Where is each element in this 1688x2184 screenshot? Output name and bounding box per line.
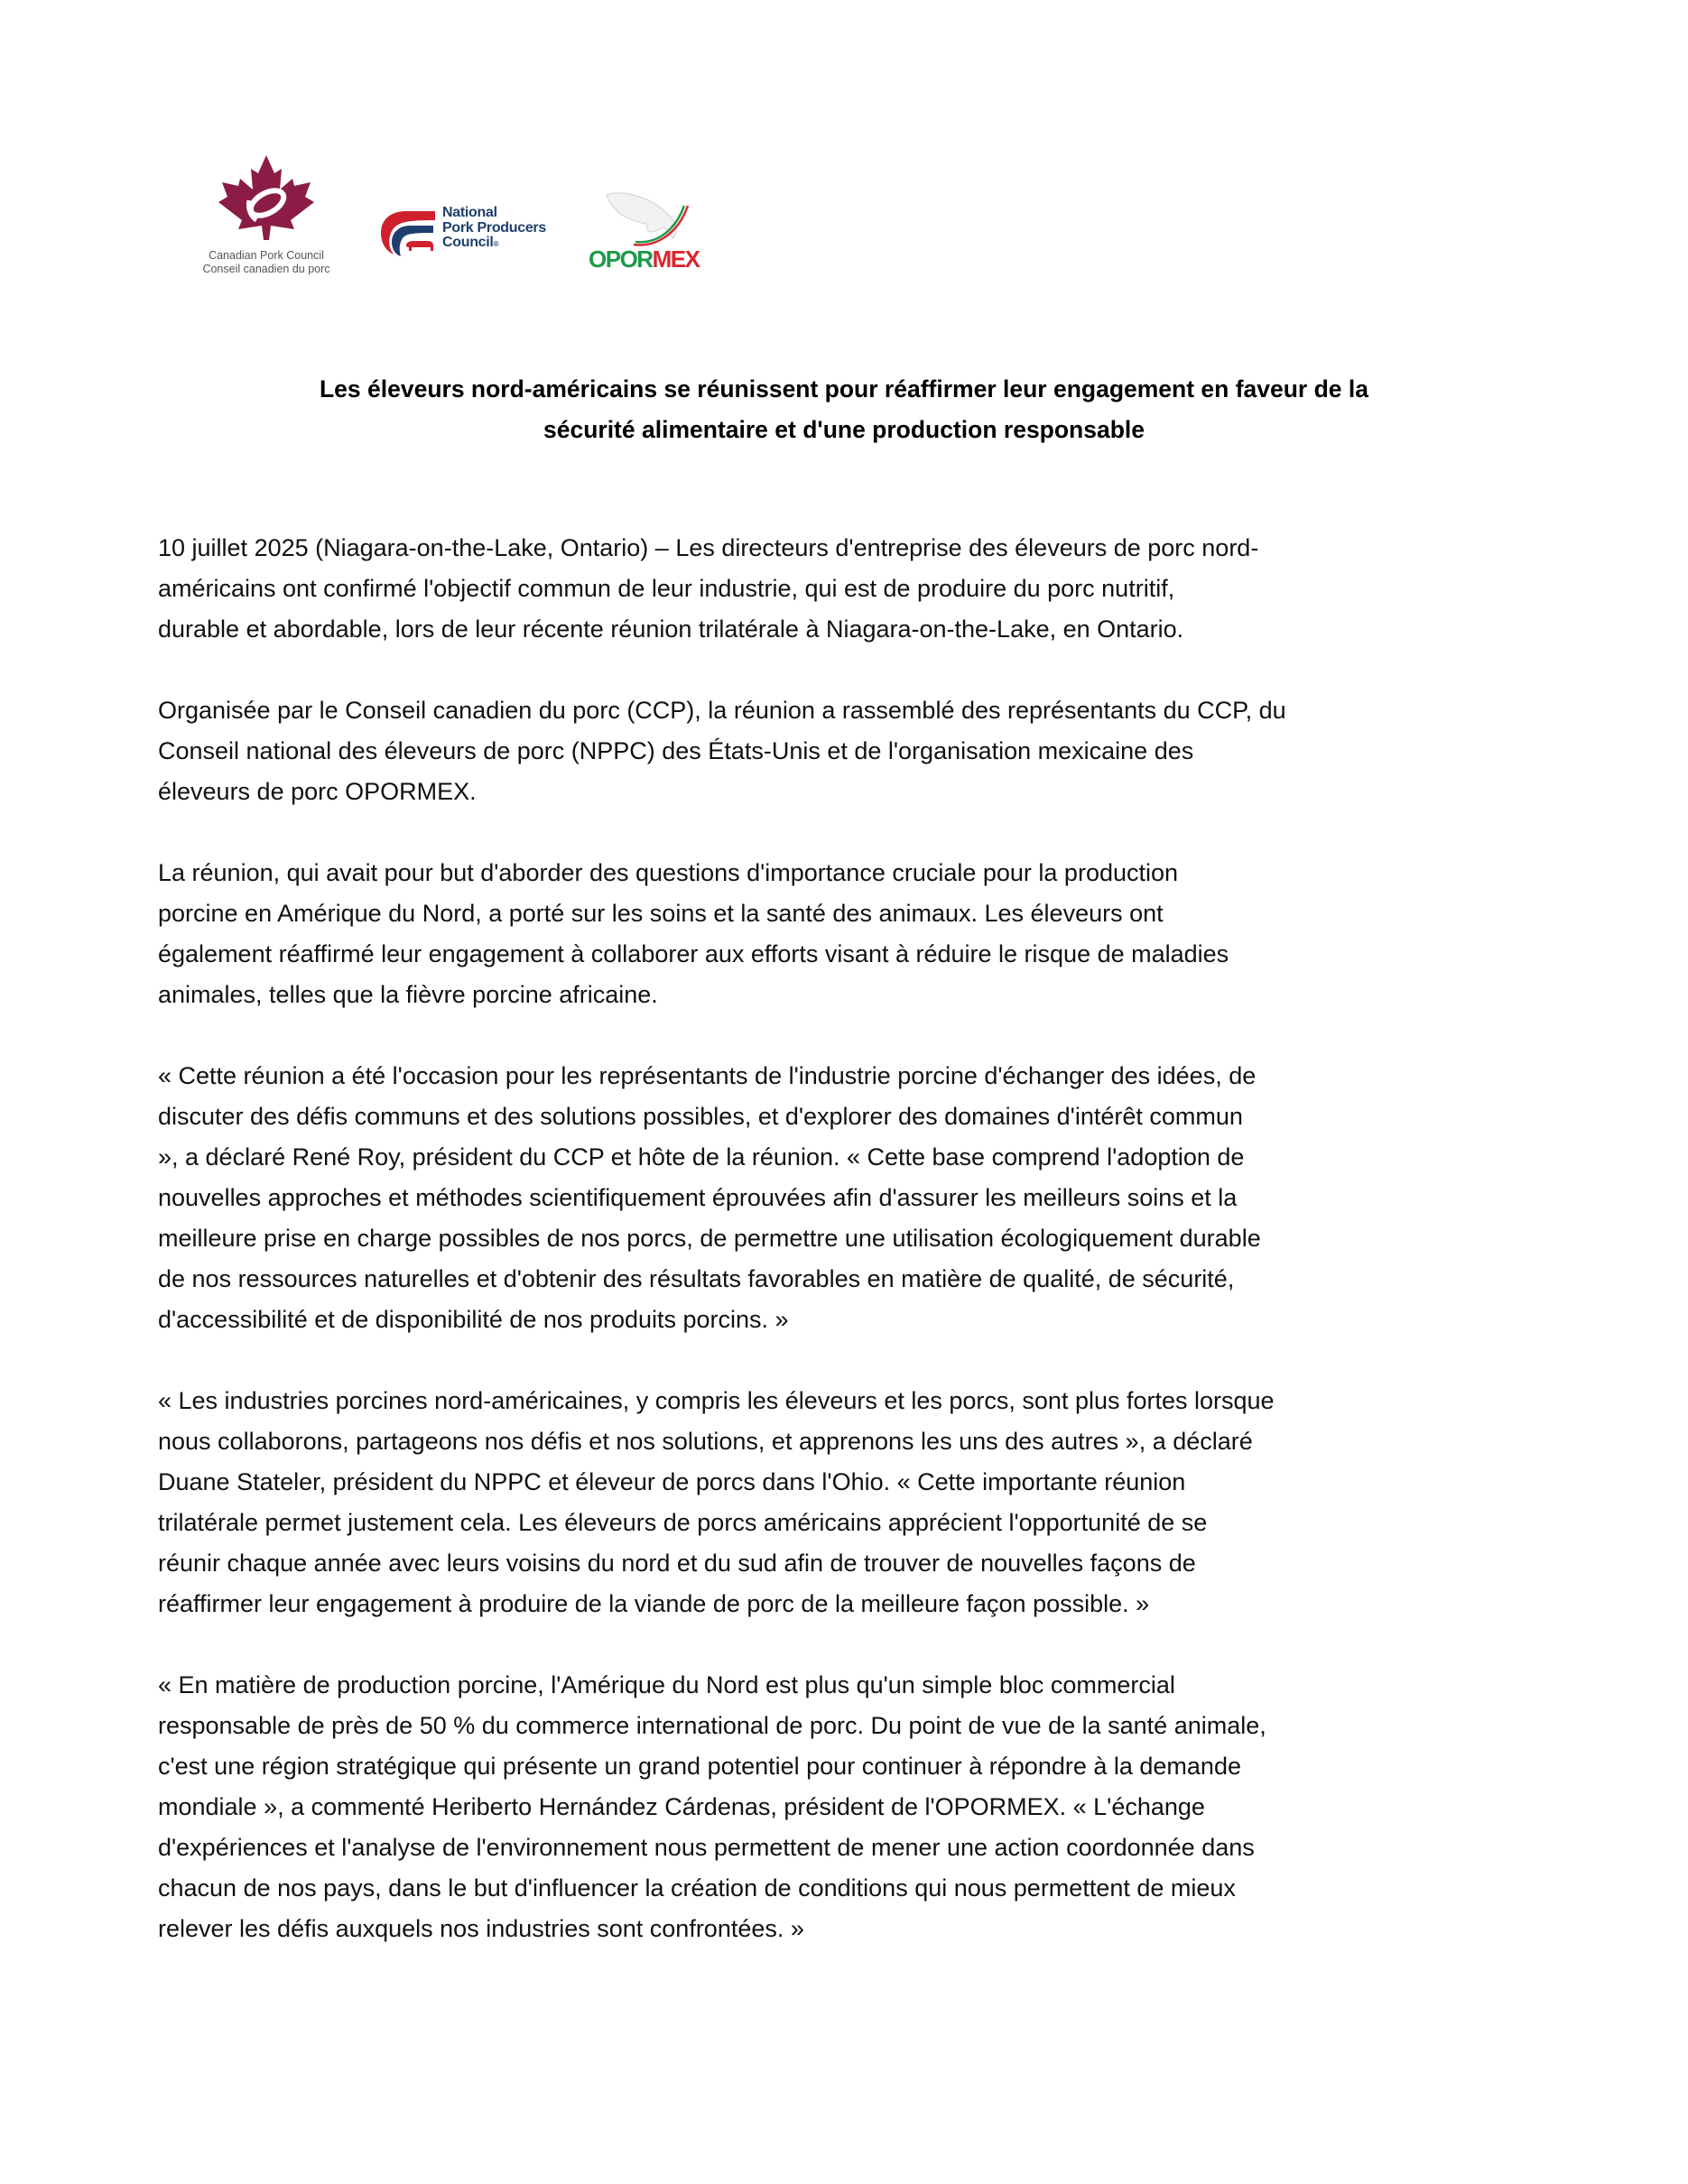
national-pork-producers-council-logo: [379, 204, 569, 260]
text-line: « Cette réunion a été l'occasion pour les représentants de l'industrie porcine d'échanger des idées, de: [158, 1062, 1257, 1089]
text-line: Conseil national des éleveurs de porc (NPPC) des États-Unis et de l'organisation mexicaine des: [158, 737, 1194, 764]
title-line: Les éleveurs nord-américains se réunissent pour réaffirmer leur engagement en faveur de la: [319, 375, 1368, 403]
text-line: « Les industries porcines nord-américaines, y compris les éleveurs et les porcs, sont plus fortes lorsque: [158, 1387, 1275, 1414]
nppc-line-national: National: [442, 205, 497, 220]
text-line: relever les défis auxquels nos industries sont confrontées. »: [158, 1915, 804, 1942]
text-line: c'est une région stratégique qui présente un grand potentiel pour continuer à répondre à la demande: [158, 1753, 1241, 1780]
text-line: également réaffirmé leur engagement à collaborer aux efforts visant à réduire le risque de maladies: [158, 940, 1229, 967]
opormex-word-green: OPOR: [589, 245, 653, 273]
title-line: sécurité alimentaire et d'une production responsable: [543, 416, 1145, 443]
paragraph-organizers: [158, 690, 1566, 812]
text-line: nouvelles approches et méthodes scientifiquement éprouvées afin d'assurer les meilleurs soins et la: [158, 1184, 1238, 1211]
text-line: de nos ressources naturelles et d'obtenir des résultats favorables en matière de qualité, de sécurité,: [158, 1265, 1235, 1292]
cpc-name-english: Canadian Pork Council: [209, 249, 324, 262]
text-line: trilatérale permet justement cela. Les éleveurs de porcs américains apprécient l'opportunité de se: [158, 1509, 1208, 1536]
text-line: 10 juillet 2025 (Niagara-on-the-Lake, Ontario) – Les directeurs d'entreprise des éleveurs de porc nord-: [158, 534, 1259, 561]
paragraph-quote-rene-roy: [158, 1056, 1566, 1340]
text-line: « En matière de production porcine, l'Amérique du Nord est plus qu'un simple bloc commercial: [158, 1671, 1175, 1698]
text-line: chacun de nos pays, dans le but d'influencer la création de conditions qui nous permettent de mieux: [158, 1874, 1236, 1902]
text-line: Duane Stateler, président du NPPC et éleveur de porcs dans l'Ohio. « Cette importante réunion: [158, 1468, 1186, 1495]
nppc-council-text: Council: [442, 235, 494, 250]
paragraph-meeting-topics: [158, 853, 1566, 1015]
maple-leaf-icon: [217, 153, 316, 242]
paragraph-dateline: [158, 528, 1566, 650]
text-line: La réunion, qui avait pour but d'aborder des questions d'importance cruciale pour la production: [158, 859, 1179, 886]
opormex-wordmark: [589, 247, 699, 271]
press-release-title: [0, 369, 1688, 450]
cpc-name-french: Conseil canadien du porc: [202, 263, 330, 275]
text-line: d'expériences et l'analyse de l'environnement nous permettent de mener une action coordonnée dans: [158, 1834, 1255, 1861]
text-line: nous collaborons, partageons nos défis et nos solutions, et apprenons les uns des autres », a déclaré: [158, 1428, 1253, 1455]
nppc-swoosh-pig-icon: [379, 206, 442, 258]
text-line: », a déclaré René Roy, président du CCP et hôte de la réunion. « Cette base comprend l'adoption de: [158, 1143, 1245, 1171]
text-line: durable et abordable, lors de leur récente réunion trilatérale à Niagara-on-the-Lake, en Ontario.: [158, 615, 1184, 643]
text-line: réunir chaque année avec leurs voisins du nord et du sud afin de trouver de nouvelles façons de: [158, 1550, 1196, 1577]
press-release-body: [158, 528, 1566, 1990]
nppc-wordmark: [442, 206, 546, 253]
text-line: porcine en Amérique du Nord, a porté sur les soins et la santé des animaux. Les éleveurs ont: [158, 900, 1164, 927]
opormex-word-red: MEX: [652, 245, 700, 273]
text-line: animales, telles que la fièvre porcine africaine.: [158, 981, 658, 1008]
text-line: responsable de près de 50 % du commerce international de porc. Du point de vue de la santé animale,: [158, 1712, 1266, 1739]
text-line: réaffirmer leur engagement à produire de la viande de porc de la meilleure façon possible. »: [158, 1590, 1150, 1617]
pig-outline-icon: [598, 188, 697, 247]
text-line: d'accessibilité et de disponibilité de nos produits porcins. »: [158, 1306, 789, 1333]
canadian-pork-council-logo: [190, 152, 343, 278]
text-line: meilleure prise en charge possibles de nos porcs, de permettre une utilisation écologiquement durable: [158, 1225, 1261, 1252]
text-line: américains ont confirmé l'objectif commun de leur industrie, qui est de produire du porc nutritif,: [158, 575, 1175, 602]
text-line: Organisée par le Conseil canadien du porc (CCP), la réunion a rassemblé des représentants du CCP, du: [158, 697, 1286, 724]
paragraph-quote-duane-stateler: [158, 1381, 1566, 1624]
text-line: discuter des défis communs et des solutions possibles, et d'explorer des domaines d'intérêt commun: [158, 1103, 1243, 1130]
text-line: mondiale », a commenté Heriberto Hernández Cárdenas, président de l'OPORMEX. « L'échange: [158, 1793, 1205, 1820]
opormex-logo: [589, 188, 708, 273]
text-line: éleveurs de porc OPORMEX.: [158, 778, 477, 805]
nppc-line-council: [442, 236, 546, 253]
nppc-line-pork-producers: Pork Producers: [442, 219, 546, 236]
paragraph-quote-heriberto-hernandez: [158, 1665, 1566, 1949]
registered-mark: ®: [493, 240, 499, 248]
